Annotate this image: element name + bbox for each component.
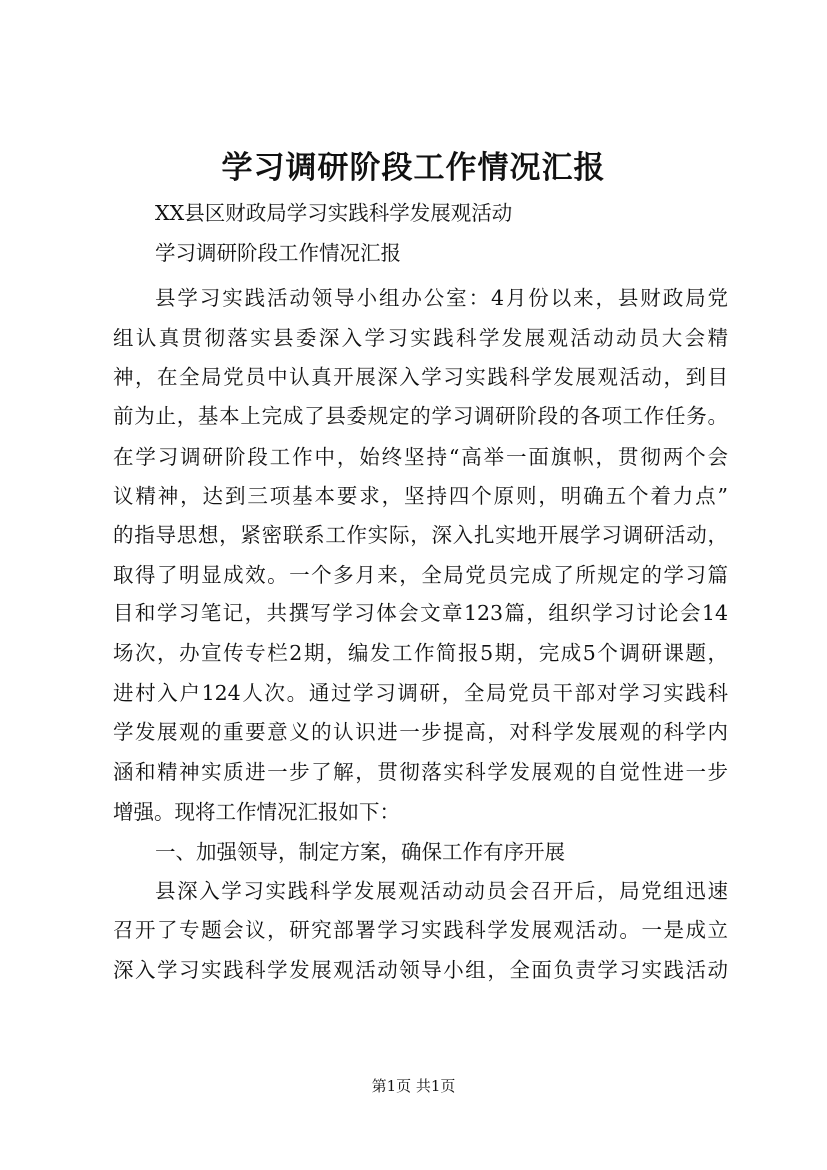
paragraph-line: 召开了专题会议，研究部署学习实践科学发展观活动。一是成立 <box>113 918 728 942</box>
paragraph-line: 深入学习实践科学发展观活动领导小组，全面负责学习实践活动 <box>113 958 728 982</box>
paragraph-line: 取得了明显成效。一个多月来，全局党员完成了所规定的学习篇 <box>113 563 728 587</box>
section-heading: 一、加强领导，制定方案，确保工作有序开展 <box>155 840 565 864</box>
paragraph-line: 场次，办宣传专栏2期，编发工作简报5期，完成5个调研课题， <box>113 641 728 665</box>
paragraph-line: 的指导思想，紧密联系工作实际，深入扎实地开展学习调研活动， <box>113 523 728 547</box>
paragraph-line: 增强。现将工作情况汇报如下： <box>113 800 400 824</box>
paragraph-line: 目和学习笔记，共撰写学习体会文章123篇，组织学习讨论会14 <box>113 601 728 625</box>
page-number-footer: 第1页 共1页 <box>371 1077 456 1095</box>
paragraph-line: 县学习实践活动领导小组办公室：4月份以来，县财政局党 <box>155 286 728 310</box>
paragraph-line: 神，在全局党员中认真开展深入学习实践科学发展观活动，到目 <box>113 365 728 389</box>
paragraph-line: 前为止，基本上完成了县委规定的学习调研阶段的各项工作任务。 <box>113 404 728 428</box>
heading-line-subtitle: 学习调研阶段工作情况汇报 <box>155 241 401 265</box>
paragraph-line: 在学习调研阶段工作中，始终坚持“高举一面旗帜，贯彻两个会 <box>113 445 728 469</box>
heading-line-organization: XX县区财政局学习实践科学发展观活动 <box>155 201 513 225</box>
paragraph-line: 县深入学习实践科学发展观活动动员会召开后，局党组迅速 <box>155 879 728 903</box>
paragraph-line: 组认真贯彻落实县委深入学习实践科学发展观活动动员大会精 <box>113 326 728 350</box>
paragraph-line: 涵和精神实质进一步了解，贯彻落实科学发展观的自觉性进一步 <box>113 760 728 784</box>
paragraph-line: 议精神，达到三项基本要求，坚持四个原则，明确五个着力点” <box>113 484 728 508</box>
paragraph-line: 进村入户124人次。通过学习调研，全局党员干部对学习实践科 <box>113 681 728 705</box>
document-title: 学习调研阶段工作情况汇报 <box>221 150 606 186</box>
paragraph-line: 学发展观的重要意义的认识进一步提高，对科学发展观的科学内 <box>113 720 728 744</box>
